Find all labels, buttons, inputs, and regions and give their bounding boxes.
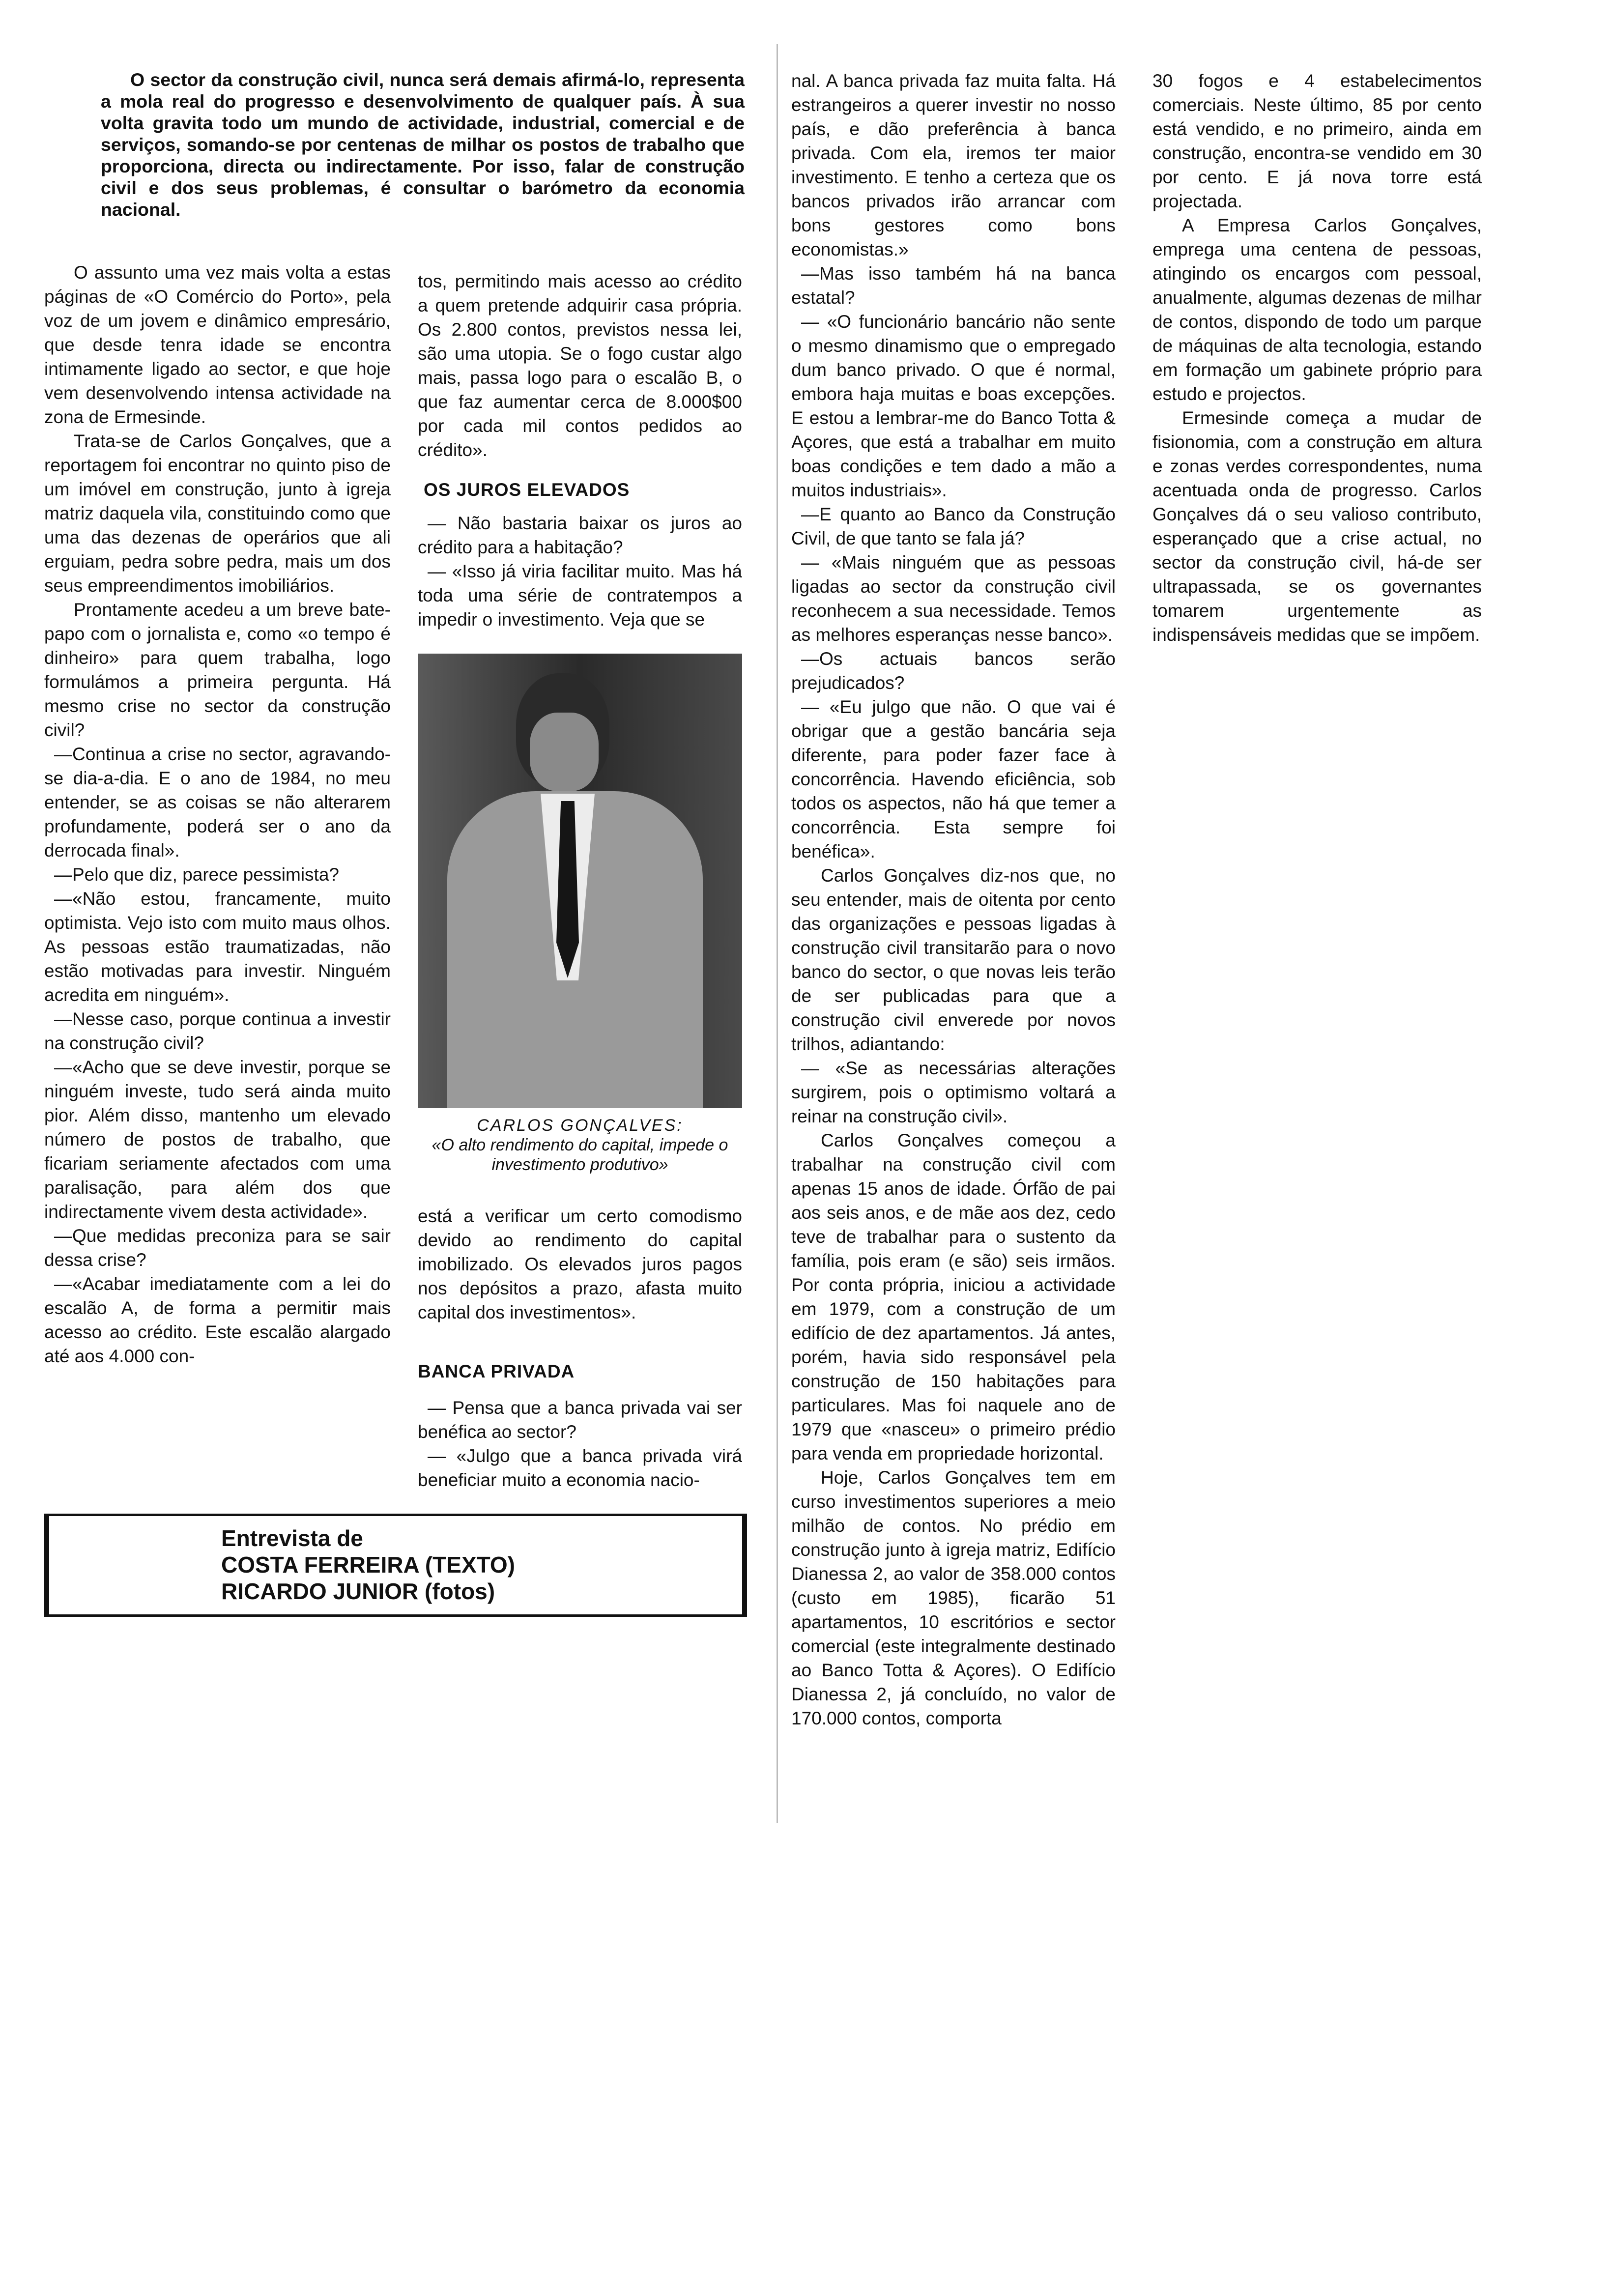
paragraph: tos, permitindo mais acesso ao crédito a quem pretende adquirir casa própria. Os 2.800 contos, previstos nessa lei, são uma utopia. Se o fogo custar algo mais, passa logo para o escalão B, o que faz aumentar cerca de 8.000$00 por cada mil contos pedidos ao crédito». [418, 271, 742, 460]
paragraph: A Empresa Carlos Gonçalves, emprega uma centena de pessoas, atingindo os encargos com pessoal, anualmente, algumas dezenas de milhar de contos, dispondo de todo um parque de máquinas de alta tecnologia, estando em formação um gabinete próprio para estudo e projectos. [1152, 215, 1482, 404]
answer: — «Mais ninguém que as pessoas ligadas ao sector da construção civil reconhecem a sua necessidade. Temos as melhores esperanças nesse banco». [791, 552, 1116, 645]
answer: —«Acabar imediatamente com a lei do escalão A, de forma a permitir mais acesso ao crédito. Este escalão alargado até aos 4.000 con- [44, 1274, 391, 1366]
column-3 [791, 69, 1116, 1730]
photo-caption [418, 1116, 742, 1175]
paragraph: Prontamente acedeu a um breve bate-papo com o jornalista e, como «o tempo é dinheiro» para quem trabalha, logo formulámos a primeira pergunta. Há mesmo crise no sector da construção civil? [44, 600, 391, 740]
answer: — «Isso já viria facilitar muito. Mas há toda uma série de contratempos a impedir o investimento. Veja que se [418, 561, 742, 630]
answer: — «Julgo que a banca privada virá beneficiar muito a economia nacio- [418, 1446, 742, 1490]
paragraph: Carlos Gonçalves diz-nos que, no seu entender, mais de oitenta por cento das organizações e pessoas ligadas à construção civil transitarão para o novo banco do sector, o que novas leis terão de ser publicadas para que a construção civil enverede por novos trilhos, adiantando: [791, 865, 1116, 1054]
column-2-top [418, 269, 742, 462]
paragraph: 30 fogos e 4 estabelecimentos comerciais. Neste último, 85 por cento está vendido, e no primeiro, ainda em construção, encontra-se vendido em 30 por cento. E já nova torre está projectada. [1152, 71, 1482, 211]
credits-box [44, 1514, 747, 1617]
answer: nal. A banca privada faz muita falta. Há estrangeiros a querer investir no nosso país, e dão preferência à banca privada. Com ela, iremos ter maior investimento. E tenho a certeza que os bancos privados irão arrancar com bons gestores como bons economistas.» [791, 71, 1116, 259]
credits-line-2: COSTA FERREIRA (TEXTO) [221, 1552, 515, 1578]
question: —E quanto ao Banco da Construção Civil, de que tanto se fala já? [791, 504, 1116, 548]
answer: —«Acho que se deve investir, porque se ninguém investe, tudo será ainda muito pior. Além disso, mantenho um elevado número de postos de trabalho, que ficariam seriamente afectados com uma paralisação, para além dos que indirectamente vivem desta actividade». [44, 1057, 391, 1222]
photo-carlos-goncalves [418, 654, 742, 1108]
subheading-juros-elevados: OS JUROS ELEVADOS [424, 480, 630, 500]
caption-name: CARLOS GONÇALVES: [477, 1116, 683, 1135]
column-2-middle [418, 511, 742, 631]
question: — Não bastaria baixar os juros ao crédito para a habitação? [418, 513, 742, 557]
lead-paragraph: O sector da construção civil, nunca será demais afirmá-lo, representa a mola real do progresso e desenvolvimento de qualquer país. À sua volta gravita todo um mundo de actividade, industrial, comercial e de serviços, somando-se por centenas de milhar os postos de trabalho que proporciona, directa ou indirectamente. Por isso, falar de construção civil e dos seus problemas, é consultar o barómetro da economia nacional. [101, 69, 745, 220]
question: —Pelo que diz, parece pessimista? [54, 864, 339, 885]
answer: —«Não estou, francamente, muito optimista. Vejo isto com muito maus olhos. As pessoas estão traumatizadas, não estão motivadas para investir. Ninguém acredita em ninguém». [44, 889, 391, 1005]
page-fold-line [777, 44, 778, 1823]
paragraph: Trata-se de Carlos Gonçalves, que a reportagem foi encontrar no quinto piso de um imóvel em construção, junto à igreja matriz daquela vila, constituindo como que uma das dezenas de operários que ali erguiam, pedra sobre pedra, mais um dos seus empreendimentos imobiliários. [44, 431, 391, 596]
paragraph: O assunto uma vez mais volta a estas páginas de «O Comércio do Porto», pela voz de um jovem e dinâmico empresário, que desde tenra idade se encontra intimamente ligado ao sector, e que hoje vem desenvolvendo intensa actividade na zona de Ermesinde. [44, 262, 391, 427]
question: —Os actuais bancos serão prejudicados? [791, 649, 1116, 693]
column-1 [44, 260, 391, 1368]
caption-quote: «O alto rendimento do capital, impede o investimento produtivo» [432, 1136, 728, 1174]
column-2-end [418, 1396, 742, 1492]
article-lead [101, 69, 745, 220]
answer: — «O funcionário bancário não sente o mesmo dinamismo que o empregado dum banco privado. O que é normal, embora haja muitas e boas excepções. E estou a lembrar-me do Banco Totta & Açores, que está a trabalhar em muito boas condições e tem dado a mão a muitos industriais». [791, 312, 1116, 500]
question: —Que medidas preconiza para se sair dessa crise? [44, 1226, 391, 1270]
answer: —Continua a crise no sector, agravando-se dia-a-dia. E o ano de 1984, no meu entender, se as coisas se não alterarem profundamente, poderá ser o ano da derrocada final». [44, 744, 391, 861]
question: —Mas isso também há na banca estatal? [791, 263, 1116, 308]
column-2-bottom [418, 1204, 742, 1324]
paragraph: Carlos Gonçalves começou a trabalhar na construção civil com apenas 15 anos de idade. Órfão de pai aos seis anos, e de mãe aos dez, cedo teve de trabalhar para o sustento da família, pois eram (e são) seis irmãos. Por conta própria, iniciou a actividade em 1979, com a construção de um edifício de dez apartamentos. Já antes, porém, havia sido responsável pela construção de 150 habitações para particulares. Mas foi naquele ano de 1979 que «nasceu» o primeiro prédio para venda em propriedade horizontal. [791, 1130, 1116, 1464]
question: — Pensa que a banca privada vai ser benéfica ao sector? [418, 1398, 742, 1442]
question: —Nesse caso, porque continua a investir na construção civil? [44, 1009, 391, 1053]
subheading-banca-privada: BANCA PRIVADA [418, 1361, 575, 1381]
paragraph: Hoje, Carlos Gonçalves tem em curso investimentos superiores a meio milhão de contos. No prédio em construção junto à igreja matriz, Edifício Dianessa 2, ao valor de 358.000 contos (custo em 1985), ficarão 51 apartamentos, 10 escritórios e sector comercial (este integralmente destinado ao Banco Totta & Açores). O Edifício Dianessa 2, já concluído, no valor de 170.000 contos, comporta [791, 1467, 1116, 1728]
paragraph: está a verificar um certo comodismo devido ao rendimento do capital imobilizado. Os elevados juros pagos nos depósitos a prazo, afasta muito capital dos investimentos». [418, 1206, 742, 1322]
column-4 [1152, 69, 1482, 647]
credits-line-3: RICARDO JUNIOR (fotos) [221, 1578, 495, 1604]
paragraph: Ermesinde começa a mudar de fisionomia, com a construção em altura e zonas verdes correspondentes, numa acentuada onda de progresso. Carlos Gonçalves dá o seu valioso contributo, esperançado que a crise actual, no sector da construção civil, há-de ser ultrapassada, se os governantes tomarem urgentemente as indispensáveis medidas que se impõem. [1152, 408, 1482, 645]
credits-line-1: Entrevista de [221, 1525, 363, 1551]
answer: — «Eu julgo que não. O que vai é obrigar que a gestão bancária seja diferente, para poder fazer face à concorrência. Havendo eficiência, sob todos os aspectos, não há que temer a concorrência. Esta sempre foi benéfica». [791, 697, 1116, 861]
answer: — «Se as necessárias alterações surgirem, pois o optimismo voltará a reinar na construção civil». [791, 1058, 1116, 1126]
